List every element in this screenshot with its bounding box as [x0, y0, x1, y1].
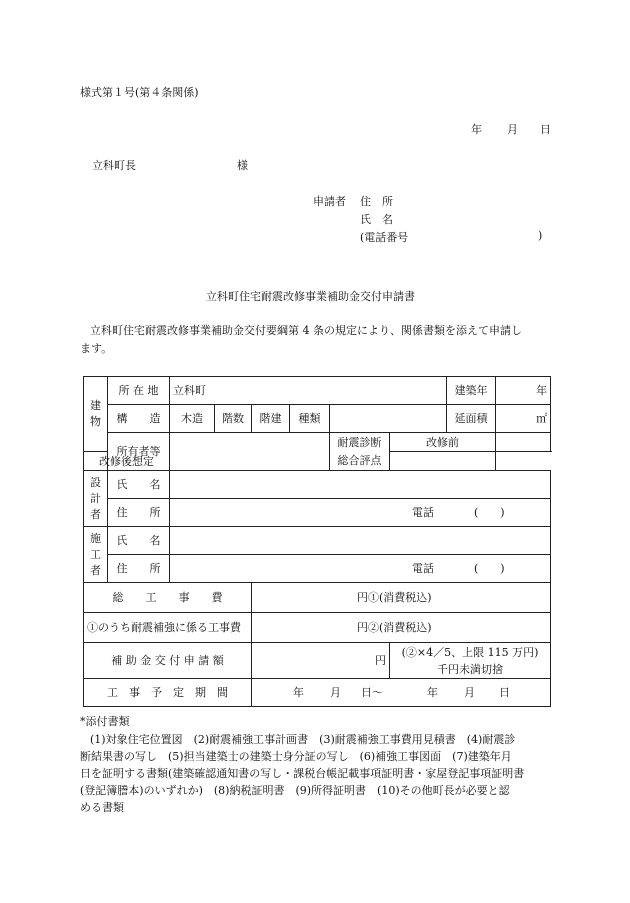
period-start-day: 日～ [361, 686, 383, 699]
applicant-phone-close: ) [538, 229, 543, 242]
document-title: 立科町住宅耐震改修事業補助金交付申請書 [206, 290, 415, 303]
total-cost-label: 総 工 事 費 [84, 583, 252, 613]
seismic-eval-line-2: 総合評点 [337, 453, 382, 467]
attachments-line-3: 日を証明する書類(建築確認通知書の写し・課税台帳記載事項証明書・家屋登記事項証明書 [80, 767, 525, 780]
date-day: 日 [540, 123, 551, 136]
attachments-line-2: 断結果書の写し (5)担当建築士の建築士身分証の写し (6)補強工事図面 (7)建築年月 [80, 750, 512, 763]
designer-address-label: 住 所 [108, 499, 170, 527]
floor-area-label: 延面積 [447, 405, 496, 433]
floors-unit: 階建 [252, 405, 290, 433]
contractor-phone-paren: ( ) [474, 562, 505, 575]
applicant-address-label: 住 所 [360, 195, 393, 208]
build-year-label: 建築年 [447, 377, 496, 405]
eval-after-value [390, 452, 496, 471]
build-year-unit: 年 [496, 377, 551, 405]
form-number: 様式第１号(第４条関係) [80, 86, 199, 99]
contractor-name-label: 氏 名 [108, 527, 170, 555]
applicant-label: 申請者 [313, 195, 346, 208]
subsidy-label: 補 助 金 交 付 申 請 額 [84, 643, 252, 679]
floor-area-unit: ㎡ [496, 405, 551, 433]
designer-phone [170, 499, 551, 527]
period-start-year: 年 [293, 686, 304, 699]
floors-label: 階数 [215, 405, 252, 433]
date-month: 月 [507, 123, 518, 136]
designer-name-value [170, 471, 551, 499]
contractor-phone [170, 555, 551, 583]
subsidy-unit: 円 [252, 643, 390, 679]
attachments-line-5: める書類 [80, 801, 124, 814]
eval-before-value [496, 433, 551, 452]
seismic-eval-line-1: 耐震診断 [337, 435, 382, 449]
designer-label: 設 計 者 [84, 471, 108, 527]
eval-after-label: 改修後想定 [84, 452, 170, 471]
seismic-eval-label [330, 433, 390, 471]
period-value [252, 679, 551, 707]
designer-phone-label: 電話 [412, 506, 434, 519]
addressee-name: 立科町長 [92, 159, 136, 172]
subsidy-note [390, 643, 551, 679]
location-value: 立科町 [170, 377, 447, 405]
contractor-phone-label: 電話 [412, 562, 434, 575]
contractor-name-value [170, 527, 551, 555]
applicant-name-label: 氏 名 [360, 213, 393, 226]
seismic-cost-value: 円②(消費税込) [252, 613, 551, 643]
attachments-heading: *添付書類 [80, 715, 130, 728]
building-label: 建 物 [84, 377, 108, 452]
seismic-cost-label: ①のうち耐震補強に係る工事費 [84, 613, 252, 643]
period-end-year: 年 [427, 686, 438, 699]
owner-value [170, 433, 330, 471]
period-label: 工 事 予 定 期 間 [84, 679, 252, 707]
body-line-2: ます。 [80, 342, 113, 355]
total-cost-value: 円①(消費税込) [252, 583, 551, 613]
period-start-month: 月 [330, 686, 341, 699]
body-line-1: 立科町住宅耐震改修事業補助金交付要綱第 4 条の規定により、関係書類を添えて申請し [90, 324, 522, 337]
contractor-address-label: 住 所 [108, 555, 170, 583]
period-end-day: 日 [499, 686, 510, 699]
structure-wood: 木造 [170, 405, 215, 433]
attachments-list [80, 731, 560, 816]
attachments-line-1: (1)対象住宅位置図 (2)耐震補強工事計画書 (3)耐震補強工事費用見積書 (4)耐震診 [90, 733, 516, 746]
owner-label: 所有者等 [108, 433, 170, 471]
subsidy-note-line-2: 千円未満切捨 [437, 662, 504, 676]
date-year: 年 [471, 123, 482, 136]
location-label: 所 在 地 [108, 377, 170, 405]
designer-name-label: 氏 名 [108, 471, 170, 499]
addressee-honorific: 様 [237, 159, 248, 172]
subsidy-note-line-1: (②×4／5、上限 115 万円) [401, 645, 539, 659]
contractor-label: 施 工 者 [84, 527, 108, 583]
designer-phone-paren: ( ) [474, 506, 505, 519]
kind-value [330, 405, 447, 433]
application-form-table [83, 376, 551, 707]
kind-label: 種類 [290, 405, 330, 433]
applicant-phone-open: (電話番号 [360, 231, 409, 244]
period-end-month: 月 [464, 686, 475, 699]
eval-before-label: 改修前 [390, 433, 496, 452]
structure-label: 構 造 [108, 405, 170, 433]
attachments-line-4: (登記簿謄本)のいずれか) (8)納税証明書 (9)所得証明書 (10)その他町長が必要と認 [80, 784, 510, 797]
